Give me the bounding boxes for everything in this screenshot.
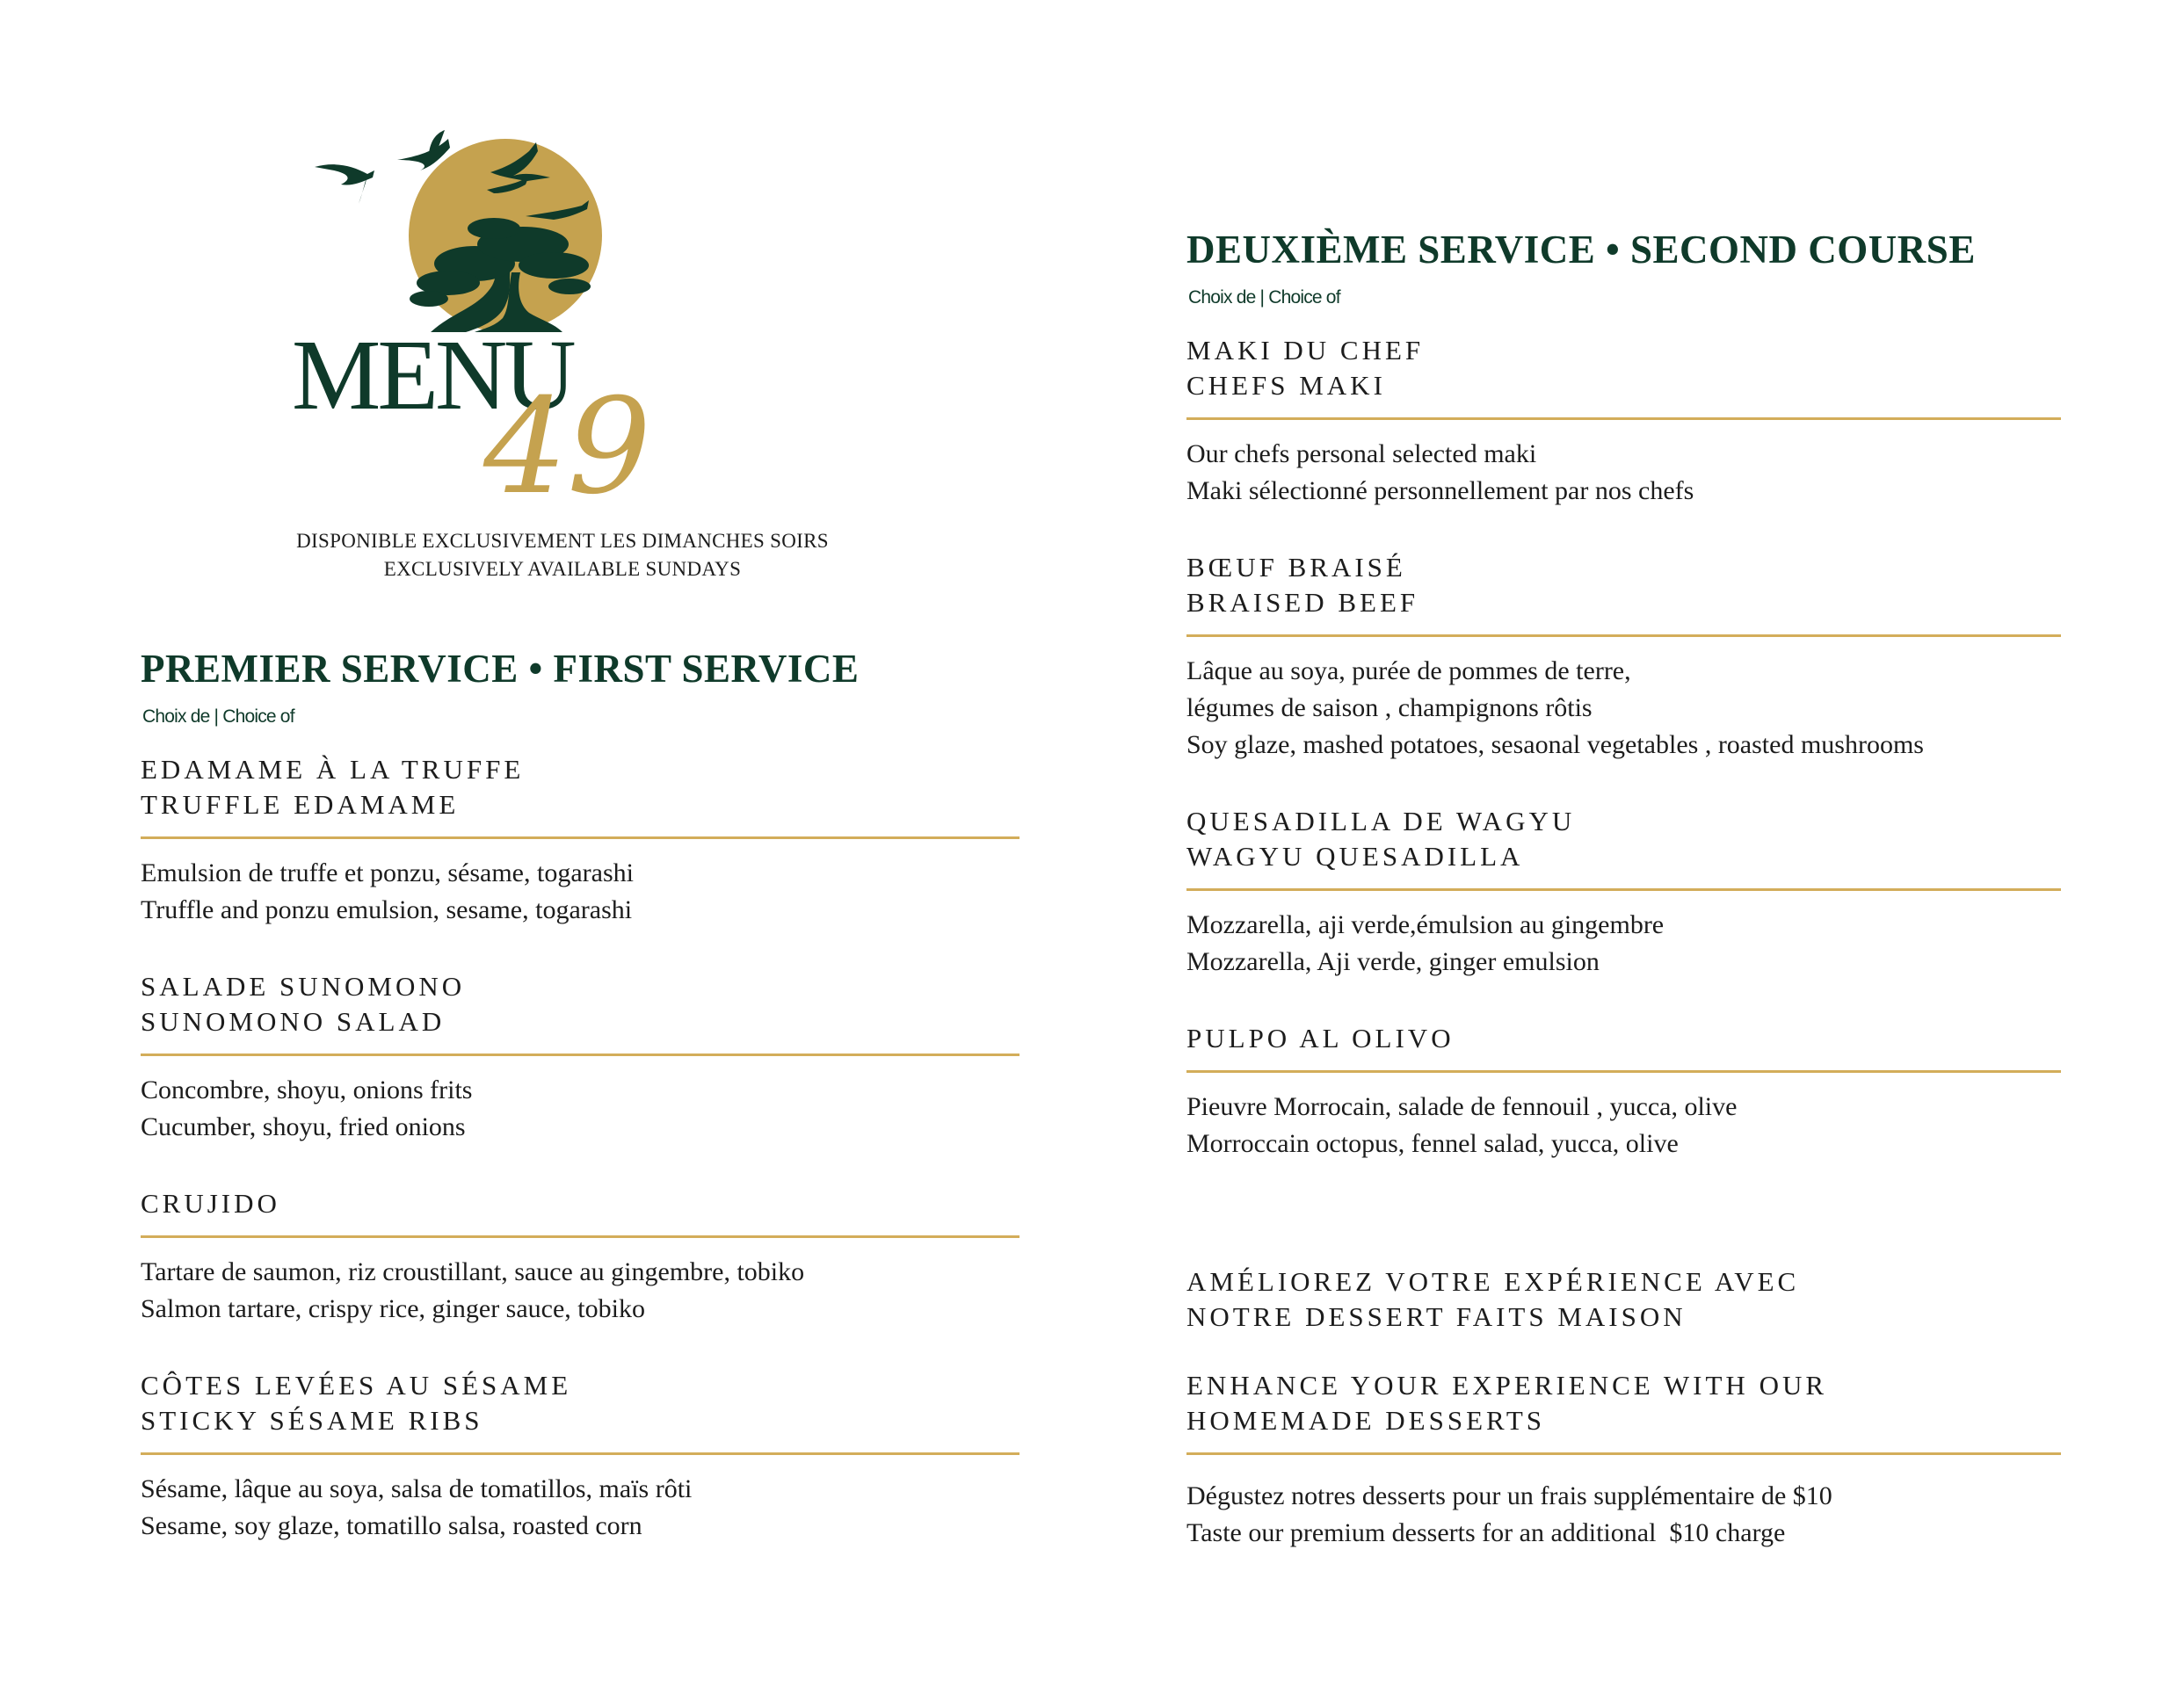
- first-service-title: PREMIER SERVICE • FIRST SERVICE: [141, 647, 860, 691]
- menu-item-chefs-maki: [1186, 333, 2061, 510]
- logo-graphic: [292, 132, 756, 524]
- dessert-heading-en-line1: ENHANCE YOUR EXPERIENCE WITH OUR: [1186, 1370, 1828, 1401]
- dessert-desc-en: Taste our premium desserts for an additional $10 charge: [1186, 1518, 1786, 1547]
- first-service-choice-label: Choix de | Choice of: [142, 706, 294, 727]
- item-desc-en: Soy glaze, mashed potatoes, sesaonal vegetables , roasted mushrooms: [1186, 730, 1924, 759]
- item-name-fr: MAKI DU CHEF: [1186, 335, 1425, 366]
- item-description: [141, 1471, 1019, 1545]
- logo-number-text: 49: [483, 371, 651, 524]
- item-desc-fr-line2: légumes de saison , champignons rôtis: [1186, 693, 1593, 722]
- item-name-en: STICKY SÉSAME RIBS: [141, 1405, 483, 1436]
- item-desc-fr: Mozzarella, aji verde,émulsion au gingembre: [1186, 910, 1665, 939]
- second-course-choice-label: Choix de | Choice of: [1188, 287, 1340, 308]
- first-service-section: [141, 643, 1019, 1585]
- item-description: [1186, 436, 2061, 510]
- dessert-heading-fr-line2: NOTRE DESSERT FAITS MAISON: [1186, 1301, 1687, 1332]
- item-name-fr: PULPO AL OLIVO: [1186, 1023, 1455, 1053]
- availability-note: [229, 527, 896, 583]
- item-name-fr: EDAMAME À LA TRUFFE: [141, 754, 525, 785]
- item-name-fr: CÔTES LEVÉES AU SÉSAME: [141, 1370, 572, 1401]
- item-name-fr: SALADE SUNOMONO: [141, 971, 466, 1002]
- item-name: [141, 752, 1019, 839]
- item-name-fr: BŒUF BRAISÉ: [1186, 552, 1406, 583]
- dessert-desc-fr: Dégustez notres desserts pour un frais supplémentaire de $10: [1186, 1481, 1832, 1510]
- item-desc-fr: Pieuvre Morrocain, salade de fennouil , yucca, olive: [1186, 1092, 1738, 1121]
- menu-item-wagyu-quesadilla: [1186, 804, 2061, 981]
- second-course-section: [1186, 224, 2061, 1592]
- item-desc-en: Mozzarella, Aji verde, ginger emulsion: [1186, 947, 1600, 976]
- item-name: [1186, 1021, 2061, 1073]
- item-name-en: WAGYU QUESADILLA: [1186, 841, 1524, 872]
- item-name: [141, 969, 1019, 1056]
- menu-item-sesame-ribs: [141, 1368, 1019, 1545]
- item-description: [141, 855, 1019, 929]
- menu-item-pulpo-al-olivo: [1186, 1021, 2061, 1162]
- item-description: [1186, 653, 2061, 764]
- item-desc-fr: Concombre, shoyu, onions frits: [141, 1075, 473, 1104]
- item-name: [1186, 333, 2061, 420]
- item-desc-fr: Emulsion de truffe et ponzu, sésame, togarashi: [141, 858, 634, 887]
- item-desc-en: Salmon tartare, crispy rice, ginger sauce, tobiko: [141, 1294, 645, 1323]
- item-desc-fr: Sésame, lâque au soya, salsa de tomatillos, maïs rôti: [141, 1474, 693, 1503]
- second-course-title: DEUXIÈME SERVICE • SECOND COURSE: [1186, 228, 1976, 272]
- item-desc-en: Morroccain octopus, fennel salad, yucca, olive: [1186, 1129, 1679, 1158]
- item-name: [1186, 804, 2061, 891]
- dessert-description: [1186, 1478, 2061, 1552]
- item-description: [1186, 1089, 2061, 1162]
- item-name: [1186, 550, 2061, 637]
- menu-item-truffle-edamame: [141, 752, 1019, 929]
- item-description: [141, 1254, 1019, 1328]
- item-name: [141, 1186, 1019, 1238]
- item-desc-fr: Tartare de saumon, riz croustillant, sauce au gingembre, tobiko: [141, 1257, 805, 1286]
- availability-fr: DISPONIBLE EXCLUSIVEMENT LES DIMANCHES SOIRS: [296, 530, 829, 552]
- logo-menu-text: MENU: [292, 319, 573, 431]
- item-name-en: CHEFS MAKI: [1186, 370, 1386, 401]
- dessert-heading: [1186, 1264, 2061, 1455]
- item-name-fr: CRUJIDO: [141, 1188, 280, 1219]
- availability-en: EXCLUSIVELY AVAILABLE SUNDAYS: [383, 558, 742, 580]
- item-name-en: BRAISED BEEF: [1186, 587, 1419, 618]
- item-description: [1186, 907, 2061, 981]
- item-desc-en: Our chefs personal selected maki: [1186, 439, 1537, 468]
- item-name-en: TRUFFLE EDAMAME: [141, 789, 460, 820]
- item-name-fr: QUESADILLA DE WAGYU: [1186, 806, 1576, 836]
- menu-item-crujido: [141, 1186, 1019, 1328]
- item-name: [141, 1368, 1019, 1455]
- menu-item-sunomono-salad: [141, 969, 1019, 1146]
- item-desc-en: Truffle and ponzu emulsion, sesame, togarashi: [141, 895, 633, 924]
- menu-item-braised-beef: [1186, 550, 2061, 764]
- item-desc-fr: Maki sélectionné personnellement par nos chefs: [1186, 476, 1694, 505]
- item-desc-fr-line1: Lâque au soya, purée de pommes de terre,: [1186, 656, 1631, 685]
- dessert-heading-en-line2: HOMEMADE DESSERTS: [1186, 1405, 1546, 1436]
- item-desc-en: Sesame, soy glaze, tomatillo salsa, roasted corn: [141, 1511, 642, 1540]
- item-desc-en: Cucumber, shoyu, fried onions: [141, 1112, 466, 1141]
- dessert-heading-fr-line1: AMÉLIOREZ VOTRE EXPÉRIENCE AVEC: [1186, 1266, 1800, 1297]
- item-description: [141, 1072, 1019, 1146]
- menu49-logo: [292, 132, 756, 524]
- dessert-upsell: [1186, 1264, 2061, 1552]
- item-name-en: SUNOMONO SALAD: [141, 1006, 446, 1037]
